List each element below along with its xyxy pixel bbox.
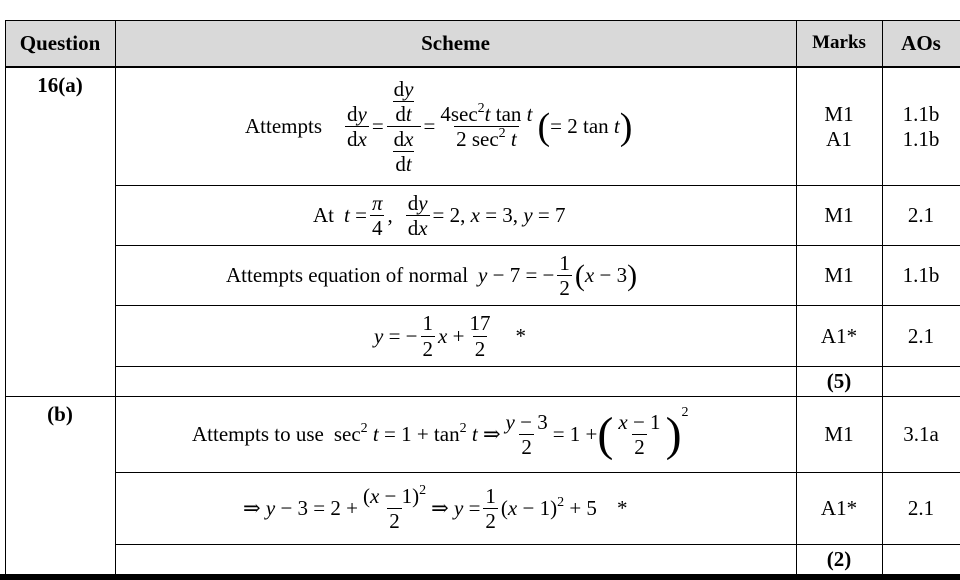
scheme-a-row2: At t = $\frac{\pi}{4}$ , $\frac{dy}{dx}$ = 2, x = 3, y = 7 bbox=[313, 190, 566, 240]
aos-a-row2: 2.1 bbox=[907, 203, 935, 227]
header-scheme: Scheme bbox=[421, 30, 490, 55]
dy-dx-fraction: $\frac{dy}{dx}$ bbox=[407, 190, 428, 240]
total-marks-a: (5) bbox=[826, 369, 852, 393]
parametric-derivative-fraction: $\frac{\frac{dy}{dt}}{\frac{dx}{dt}}$ bbox=[387, 77, 421, 177]
star: * bbox=[515, 323, 526, 348]
half-fraction: $\frac{1}{2}$ bbox=[485, 483, 496, 533]
attempts-text: Attempts bbox=[245, 114, 322, 138]
question-label-b: (b) bbox=[47, 401, 73, 426]
sec-tan-fraction: $\frac{4\sec^2t \tan t}{2 \sec^2 t}$ bbox=[440, 100, 533, 151]
star: * bbox=[616, 496, 628, 520]
ao-value: 1.1b bbox=[902, 126, 940, 151]
total-marks-b: (2) bbox=[826, 547, 852, 571]
scheme-a-row1: Attempts $\frac{dy}{dx}$ = $\frac{\frac{dy}{dt}}{\frac{dx}{dt}}$ = $\frac{4\sec^2t \tan t}{2 \sec^2 t}$ ( = 2 tan t ) bbox=[245, 76, 633, 177]
marks-a-row1 bbox=[796, 68, 882, 185]
marks-b-row2: A1* bbox=[820, 496, 858, 520]
marks-a-row4: A1* bbox=[820, 323, 858, 348]
header-question: Question bbox=[19, 30, 101, 55]
rule-question-col bbox=[115, 20, 116, 576]
aos-a-row3: 1.1b bbox=[902, 263, 940, 287]
mark-a1: A1 bbox=[826, 126, 852, 151]
x-minus-1-over-2-fraction: $\frac{x - 1}{2}$ bbox=[618, 409, 661, 459]
dy-dx-fraction: $\frac{dy}{dx}$ bbox=[347, 101, 367, 151]
use-text: Attempts to use bbox=[192, 422, 324, 446]
half-fraction: $\frac{1}{2}$ bbox=[422, 311, 434, 361]
seventeen-halves-fraction: $\frac{17}{2}$ bbox=[469, 311, 491, 361]
pi-over-4-fraction: $\frac{\pi}{4}$ bbox=[371, 190, 383, 240]
scheme-b-row1: Attempts to use $\sec^2 t = 1 + \tan^2 t$ ⇒ $\frac{y - 3}{2}$ = 1 + ( $\frac{x - 1}{2}$ ) 2 bbox=[192, 404, 689, 461]
aos-b-row1: 3.1a bbox=[903, 422, 939, 446]
aos-b-row2: 2.1 bbox=[907, 496, 935, 520]
half-fraction: $\frac{1}{2}$ bbox=[559, 250, 570, 300]
aos-a-row4: 2.1 bbox=[907, 323, 935, 348]
scheme-b-row2: ⇒ y − 3 = 2 + $\frac{(x - 1)^2}{2}$ ⇒ y = $\frac{1}{2}$ $(x - 1)^2 + 5$ * bbox=[243, 482, 628, 533]
marks-b-row1: M1 bbox=[824, 422, 854, 446]
header-marks: Marks bbox=[812, 32, 866, 53]
marks-a-row3: M1 bbox=[824, 263, 854, 287]
scheme-a-row3: Attempts equation of normal y − 7 = − $\frac{1}{2}$ ( x − 3 ) bbox=[226, 250, 638, 300]
question-label-16a: 16(a) bbox=[37, 72, 83, 97]
aos-a-row1 bbox=[882, 68, 960, 185]
at-text: At bbox=[313, 203, 334, 227]
normal-text: Attempts equation of normal bbox=[226, 263, 469, 287]
marks-a-row2: M1 bbox=[824, 203, 854, 227]
y-minus-3-over-2-fraction: $\frac{y - 3}{2}$ bbox=[505, 409, 548, 459]
rule-left bbox=[5, 20, 6, 576]
x-minus-1-squared-over-2-fraction: $\frac{(x - 1)^2}{2}$ bbox=[362, 482, 427, 533]
ao-value: 1.1b bbox=[902, 101, 940, 126]
bottom-border bbox=[0, 574, 960, 580]
header-aos: AOs bbox=[901, 30, 941, 55]
scheme-a-row4: y = − $\frac{1}{2}$ x + $\frac{17}{2}$ * bbox=[374, 311, 526, 361]
mark-m1: M1 bbox=[824, 101, 854, 126]
